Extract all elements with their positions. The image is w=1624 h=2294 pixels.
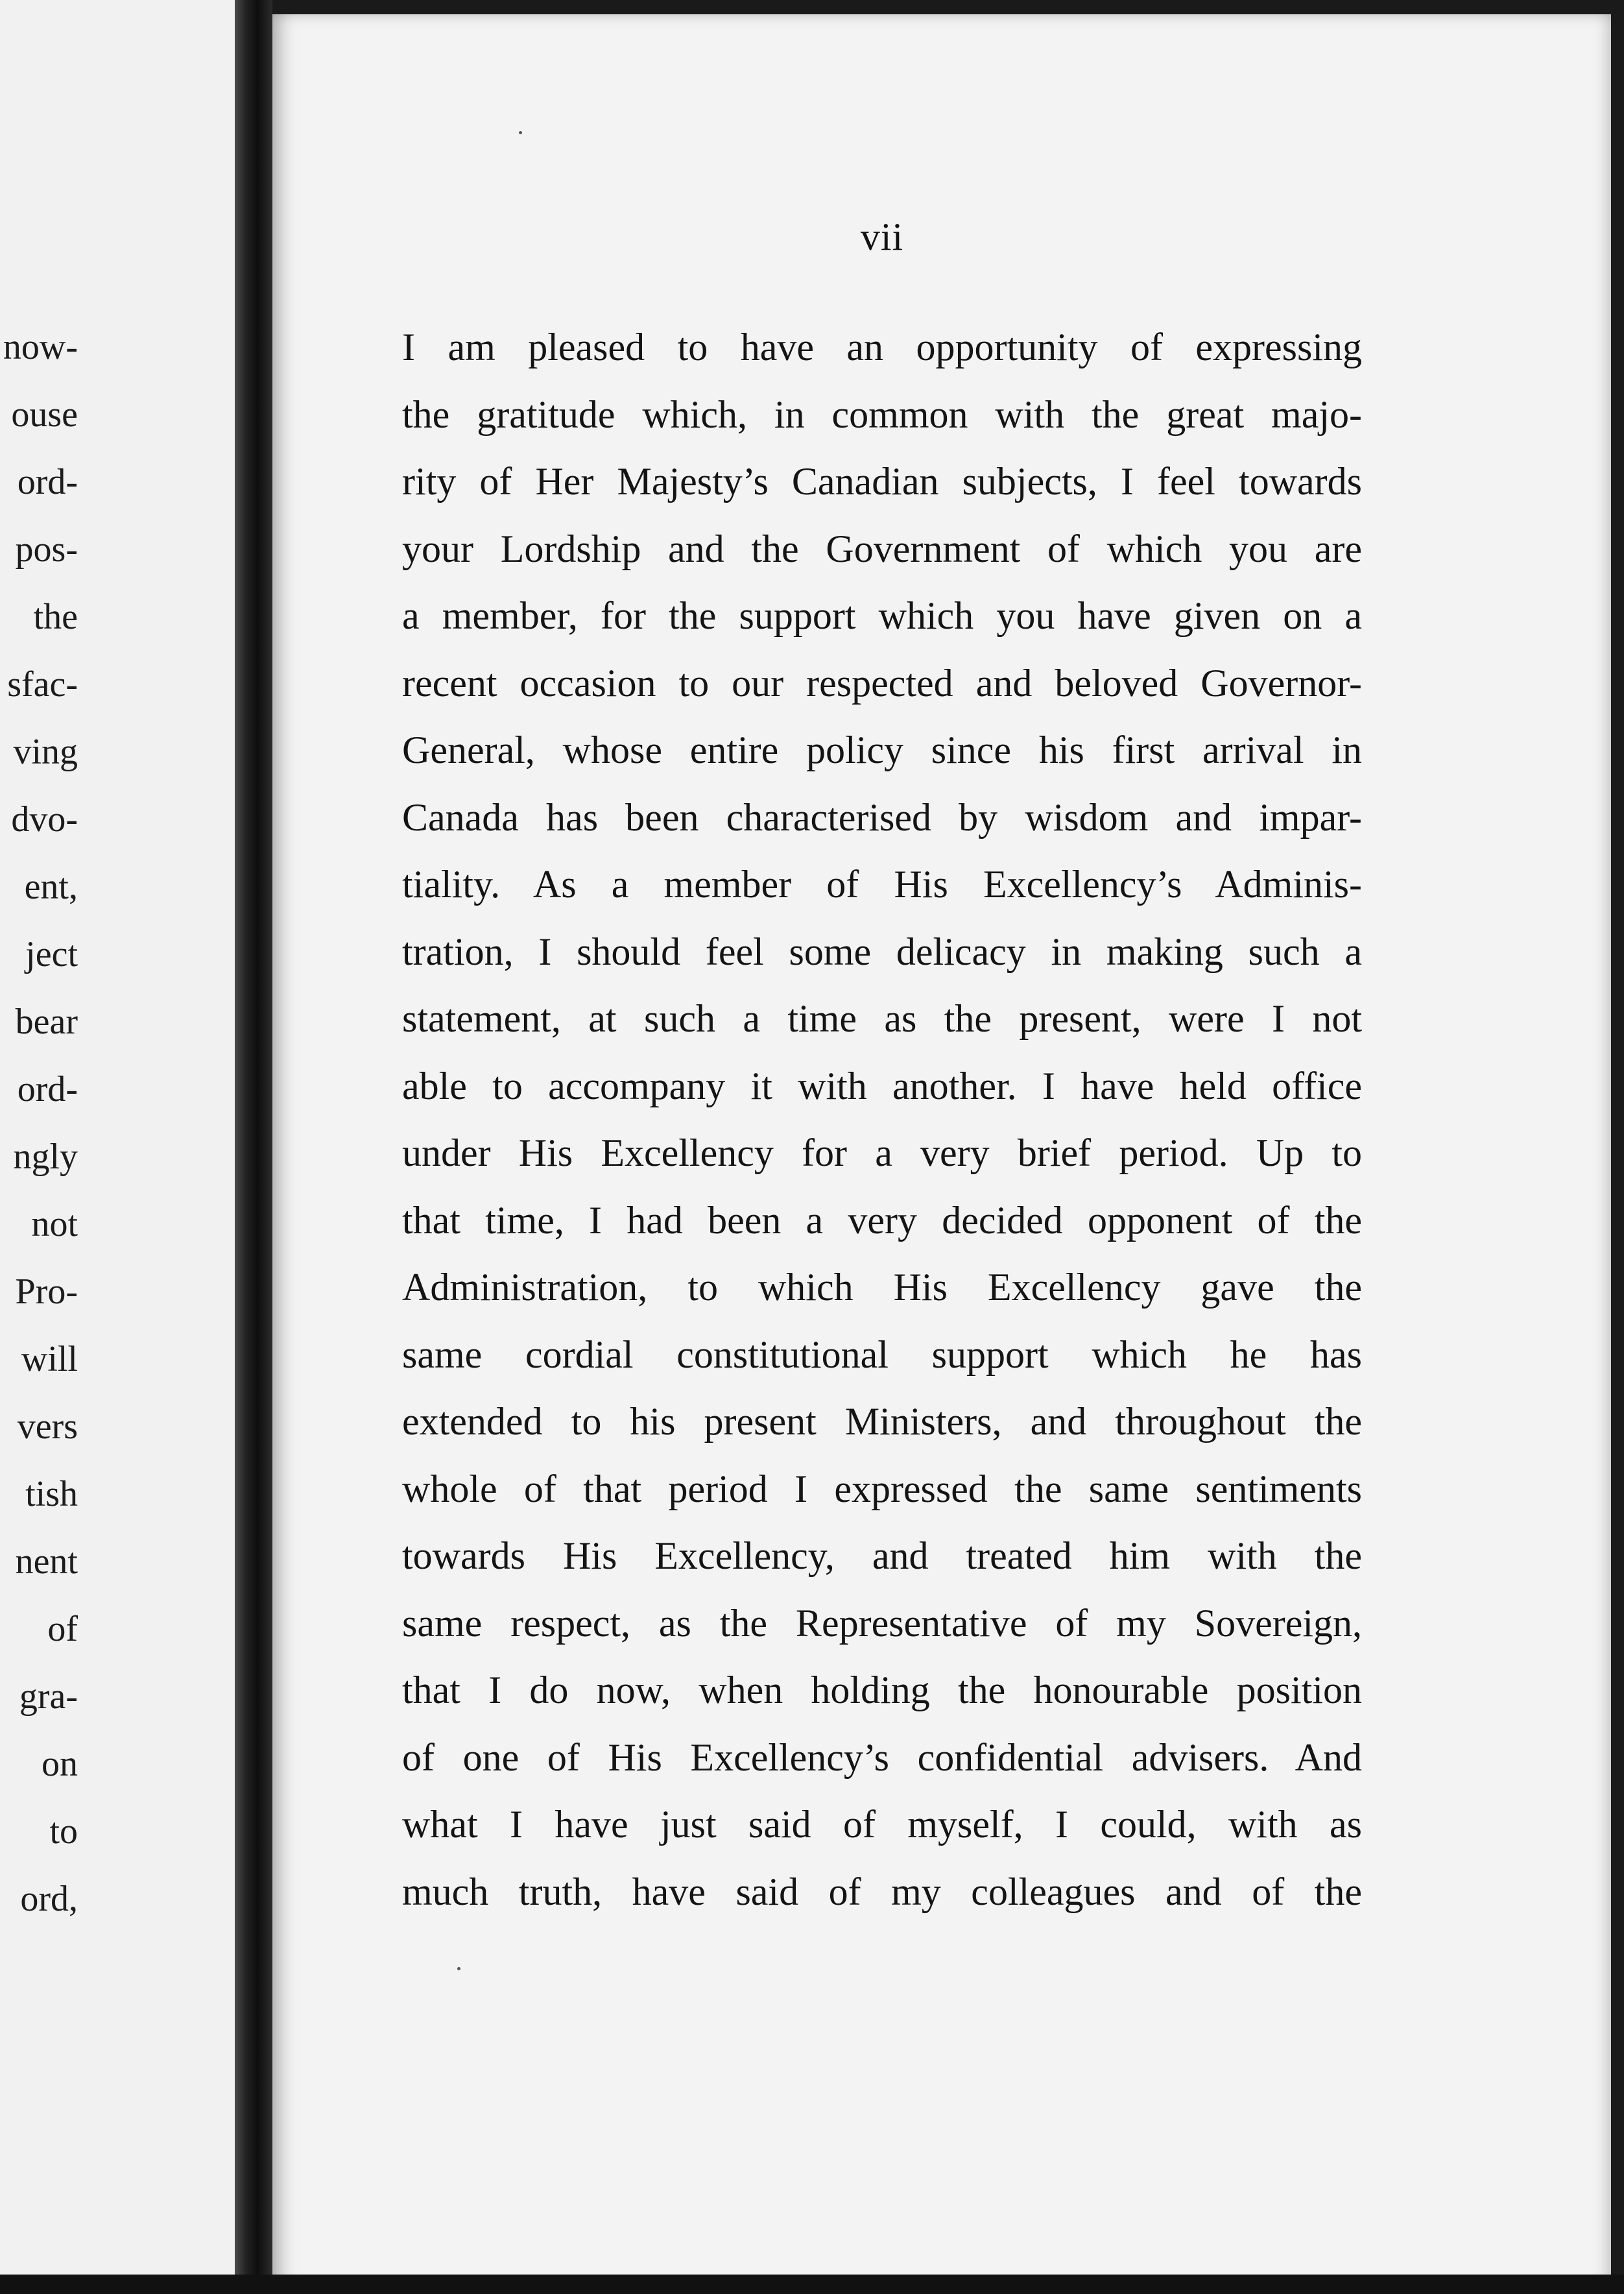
left-page-line: Pro- <box>15 1272 78 1312</box>
body-text <box>402 321 1362 1933</box>
left-page-line: ving <box>13 732 78 772</box>
text-line: towards His Excellency, and treated him with the <box>402 1534 1362 1577</box>
left-page-line: sfac- <box>7 664 78 705</box>
left-page-line: the <box>33 597 78 637</box>
paper-speck <box>519 131 522 134</box>
text-line: tration, I should feel some delicacy in making such a <box>402 930 1362 973</box>
left-page-line: ord- <box>17 462 78 502</box>
text-line: that time, I had been a very decided opponent of the <box>402 1198 1362 1242</box>
left-page-line: ent, <box>24 867 78 907</box>
left-page-line: ject <box>25 934 78 974</box>
left-page-line: nent <box>15 1541 78 1582</box>
left-page-line: will <box>21 1339 78 1379</box>
text-line: much truth, have said of my colleagues and of the <box>402 1870 1362 1913</box>
text-line: I am pleased to have an opportunity of expressing <box>402 326 1362 368</box>
text-line: able to accompany it with another. I have held office <box>402 1064 1362 1107</box>
text-line: rity of Her Majesty’s Canadian subjects, I feel towards <box>402 460 1362 503</box>
text-line: that I do now, when holding the honourable position <box>402 1669 1362 1711</box>
text-line: Canada has been characterised by wisdom and impar- <box>402 795 1362 839</box>
text-line: the gratitude which, in common with the great majo- <box>402 392 1362 436</box>
left-page-line: of <box>47 1609 78 1649</box>
left-page-line: gra- <box>19 1676 78 1717</box>
left-page-line: bear <box>15 1002 78 1042</box>
text-line: Administration, to which His Excellency gave the <box>402 1266 1362 1309</box>
text-line: whole of that period I expressed the same sentiments <box>402 1467 1362 1510</box>
left-page <box>0 0 235 2294</box>
text-line: same respect, as the Representative of my Sovereign, <box>402 1601 1362 1645</box>
text-line: a member, for the support which you have given on a <box>402 594 1362 637</box>
text-line: tiality. As a member of His Excellency’s Adminis- <box>402 863 1362 906</box>
text-line: what I have just said of myself, I could, with as <box>402 1803 1362 1846</box>
text-line: same cordial constitutional support which he has <box>402 1333 1362 1376</box>
left-page-line: now- <box>3 327 78 367</box>
left-page-line: ord- <box>17 1069 78 1109</box>
left-page-line: dvo- <box>11 799 78 839</box>
text-line: statement, at such a time as the present, were I not <box>402 997 1362 1040</box>
scan-bottom-edge <box>0 2275 1624 2294</box>
left-page-line: tish <box>25 1474 78 1514</box>
left-page-text <box>0 321 78 1940</box>
left-page-line: vers <box>17 1407 78 1447</box>
left-page-line: ord, <box>20 1879 78 1919</box>
text-line: extended to his present Ministers, and throughout the <box>402 1400 1362 1443</box>
book-gutter <box>235 0 272 2294</box>
text-line: your Lordship and the Government of which you are <box>402 527 1362 570</box>
page-number: vii <box>860 215 904 258</box>
left-page-line: pos- <box>15 529 78 570</box>
paper-speck <box>457 1967 460 1970</box>
left-page-line: to <box>49 1811 78 1852</box>
left-page-line: on <box>42 1744 78 1784</box>
text-line: General, whose entire policy since his first arrival in <box>402 729 1362 771</box>
text-line: of one of His Excellency’s confidential advisers. And <box>402 1735 1362 1779</box>
left-page-line: not <box>31 1204 78 1244</box>
left-page-line: ouse <box>11 394 78 435</box>
text-line: under His Excellency for a very brief period. Up to <box>402 1131 1362 1174</box>
text-line: recent occasion to our respected and beloved Governor- <box>402 661 1362 705</box>
left-page-line: ngly <box>13 1137 78 1177</box>
